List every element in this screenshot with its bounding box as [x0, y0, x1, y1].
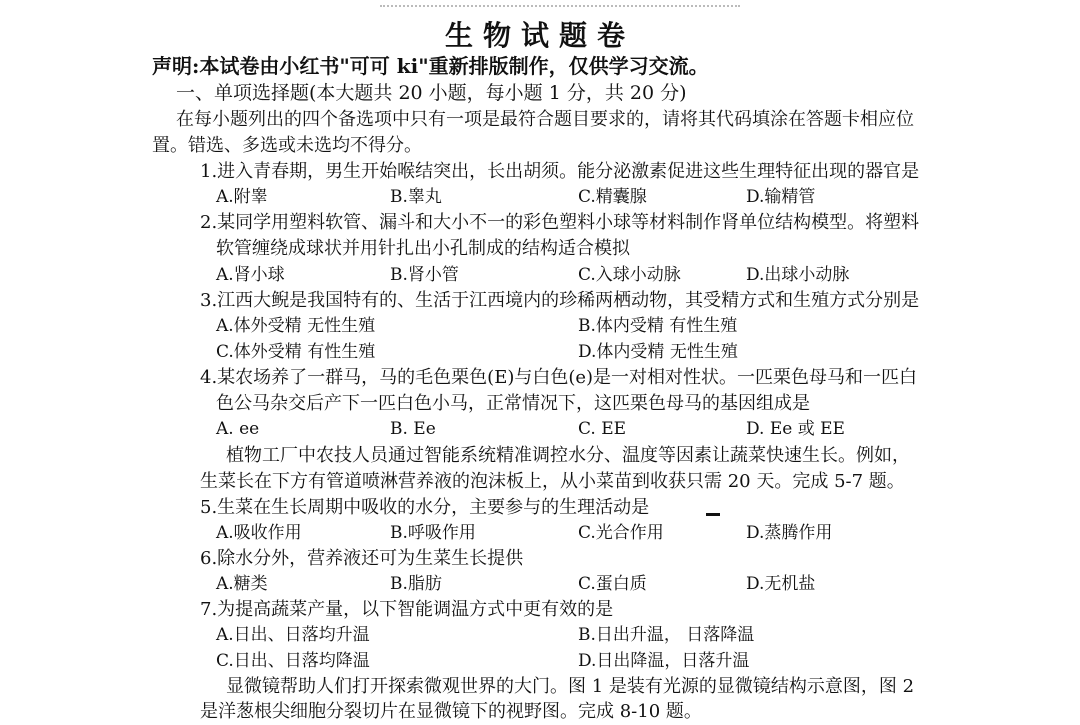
- question-5-option-a: A.吸收作用: [216, 523, 302, 543]
- passage-2-line: 是洋葱根尖细胞分裂切片在显微镜下的视野图。完成 8-10 题。: [200, 701, 702, 722]
- question-5-option-c: C.光合作用: [578, 523, 664, 543]
- question-2-option-b: B.肾小管: [390, 265, 459, 285]
- question-1-option-a: A.附睾: [216, 187, 268, 207]
- passage-2-line: 显微镜帮助人们打开探索微观世界的大门。图 1 是装有光源的显微镜结构示意图，图 2: [226, 676, 915, 697]
- question-5-option-d: D.蒸腾作用: [746, 523, 833, 543]
- question-3-stem: 3.江西大鲵是我国特有的、生活于江西境内的珍稀两栖动物，其受精方式和生殖方式分别是: [200, 290, 920, 311]
- question-6-stem: 6.除水分外，营养液还可为生菜生长提供: [200, 548, 524, 569]
- declaration: 声明:本试卷由小红书"可可 ki"重新排版制作，仅供学习交流。: [152, 54, 709, 78]
- question-1-option-b: B.睾丸: [390, 187, 442, 207]
- passage-1-line: 植物工厂中农技人员通过智能系统精准调控水分、温度等因素让蔬菜快速生长。例如，: [226, 445, 910, 466]
- question-7-stem: 7.为提高蔬菜产量，以下智能调温方式中更有效的是: [200, 599, 614, 620]
- question-7-option-a: A.日出、日落均升温: [216, 625, 370, 645]
- passage-1-line: 生菜长在下方有管道喷淋营养液的泡沫板上，从小菜苗到收获只需 20 天。完成 5-7 题。: [200, 471, 905, 492]
- question-4-option-c: C. EE: [578, 419, 627, 439]
- question-2-option-c: C.入球小动脉: [578, 265, 681, 285]
- question-3-option-c: C.体外受精 有性生殖: [216, 342, 376, 362]
- question-2-option-a: A.肾小球: [216, 265, 285, 285]
- question-3-option-d: D.体内受精 无性生殖: [578, 342, 738, 362]
- question-2-stem-continued: 软管缠绕成球状并用针扎出小孔制成的结构适合模拟: [216, 238, 630, 259]
- question-6-option-b: B.脂肪: [390, 574, 442, 594]
- question-7-option-c: C.日出、日落均降温: [216, 651, 370, 671]
- section-heading: 一、单项选择题(本大题共 20 小题，每小题 1 分，共 20 分): [176, 82, 687, 104]
- page-title: 生物试题卷: [444, 19, 635, 52]
- question-6-option-c: C.蛋白质: [578, 574, 647, 594]
- question-4-option-b: B. Ee: [390, 419, 436, 439]
- question-4-stem-continued: 色公马杂交后产下一匹白色小马，正常情况下，这匹栗色母马的基因组成是: [216, 393, 810, 414]
- question-3-option-a: A.体外受精 无性生殖: [216, 316, 376, 336]
- question-4-option-d: D. Ee 或 EE: [746, 419, 845, 439]
- question-1-stem: 1.进入青春期，男生开始喉结突出，长出胡须。能分泌激素促进这些生理特征出现的器官是: [200, 161, 920, 182]
- stray-mark: [706, 513, 720, 516]
- question-3-option-b: B.体内受精 有性生殖: [578, 316, 738, 336]
- question-4-stem: 4.某农场养了一群马，马的毛色栗色(E)与白色(e)是一对相对性状。一匹栗色母马和一匹白: [200, 367, 918, 388]
- question-7-option-b: B.日出升温， 日落降温: [578, 625, 755, 645]
- section-instruction: 置。错选、多选或未选均不得分。: [152, 135, 422, 156]
- question-1-option-d: D.输精管: [746, 187, 816, 207]
- question-2-stem: 2.某同学用塑料软管、漏斗和大小不一的彩色塑料小球等材料制作肾单位结构模型。将塑料: [200, 212, 920, 233]
- question-2-option-d: D.出球小动脉: [746, 265, 850, 285]
- question-1-option-c: C.精囊腺: [578, 187, 647, 207]
- question-5-stem: 5.生菜在生长周期中吸收的水分，主要参与的生理活动是: [200, 497, 650, 518]
- question-4-option-a: A. ee: [216, 419, 260, 439]
- section-instruction: 在每小题列出的四个备选项中只有一项是最符合题目要求的，请将其代码填涂在答题卡相应位: [176, 109, 914, 130]
- question-6-option-d: D.无机盐: [746, 574, 816, 594]
- cropped-header-line: [380, 0, 740, 7]
- question-6-option-a: A.糖类: [216, 574, 268, 594]
- question-7-option-d: D.日出降温，日落升温: [578, 651, 750, 671]
- question-5-option-b: B.呼吸作用: [390, 523, 476, 543]
